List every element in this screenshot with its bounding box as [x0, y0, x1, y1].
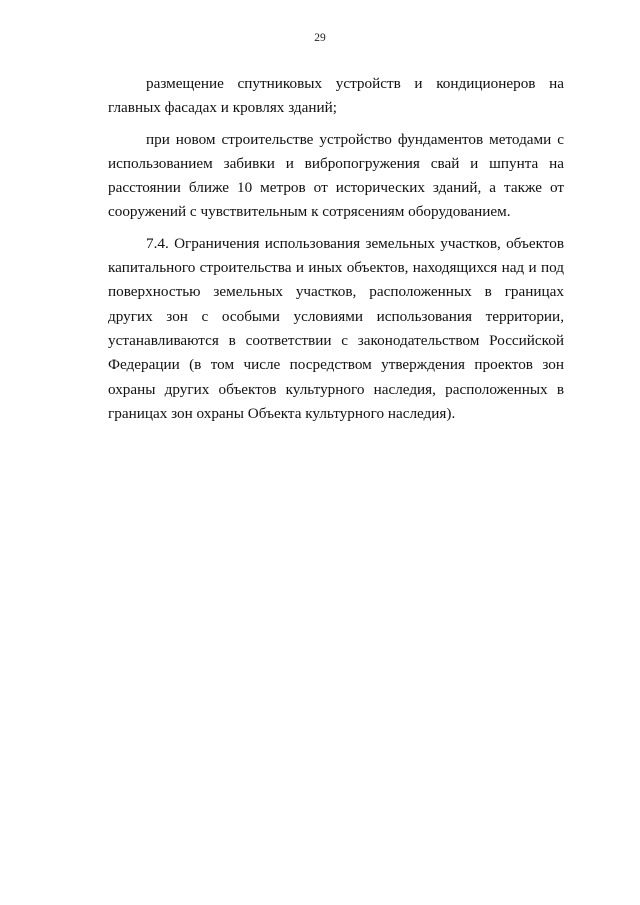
- paragraph-foundation-construction: при новом строительстве устройство фундаментов методами с использованием забивки и вибропогружения свай и шпунта на расстоянии ближе 10 метров от исторических зданий, а также от сооружений с чувствительным к сотрясениям оборудованием.: [108, 130, 564, 221]
- document-body: [108, 72, 564, 426]
- page-number: 29: [314, 32, 326, 44]
- paragraph-section-7-4: 7.4. Ограничения использования земельных участков, объектов капитального строительства и иных объектов, находящихся над и под поверхностью земельных участков, расположенных в границах других зон с особыми условиями использования территории, устанавливаются в соответствии с законодательством Российской Федерации (в том числе посредством утверждения проектов зон охраны других объектов культурного наследия, расположенных в границах зон охраны Объекта культурного наследия).: [108, 234, 564, 422]
- paragraph-satellite-devices: размещение спутниковых устройств и кондиционеров на главных фасадах и кровлях зданий;: [108, 75, 564, 117]
